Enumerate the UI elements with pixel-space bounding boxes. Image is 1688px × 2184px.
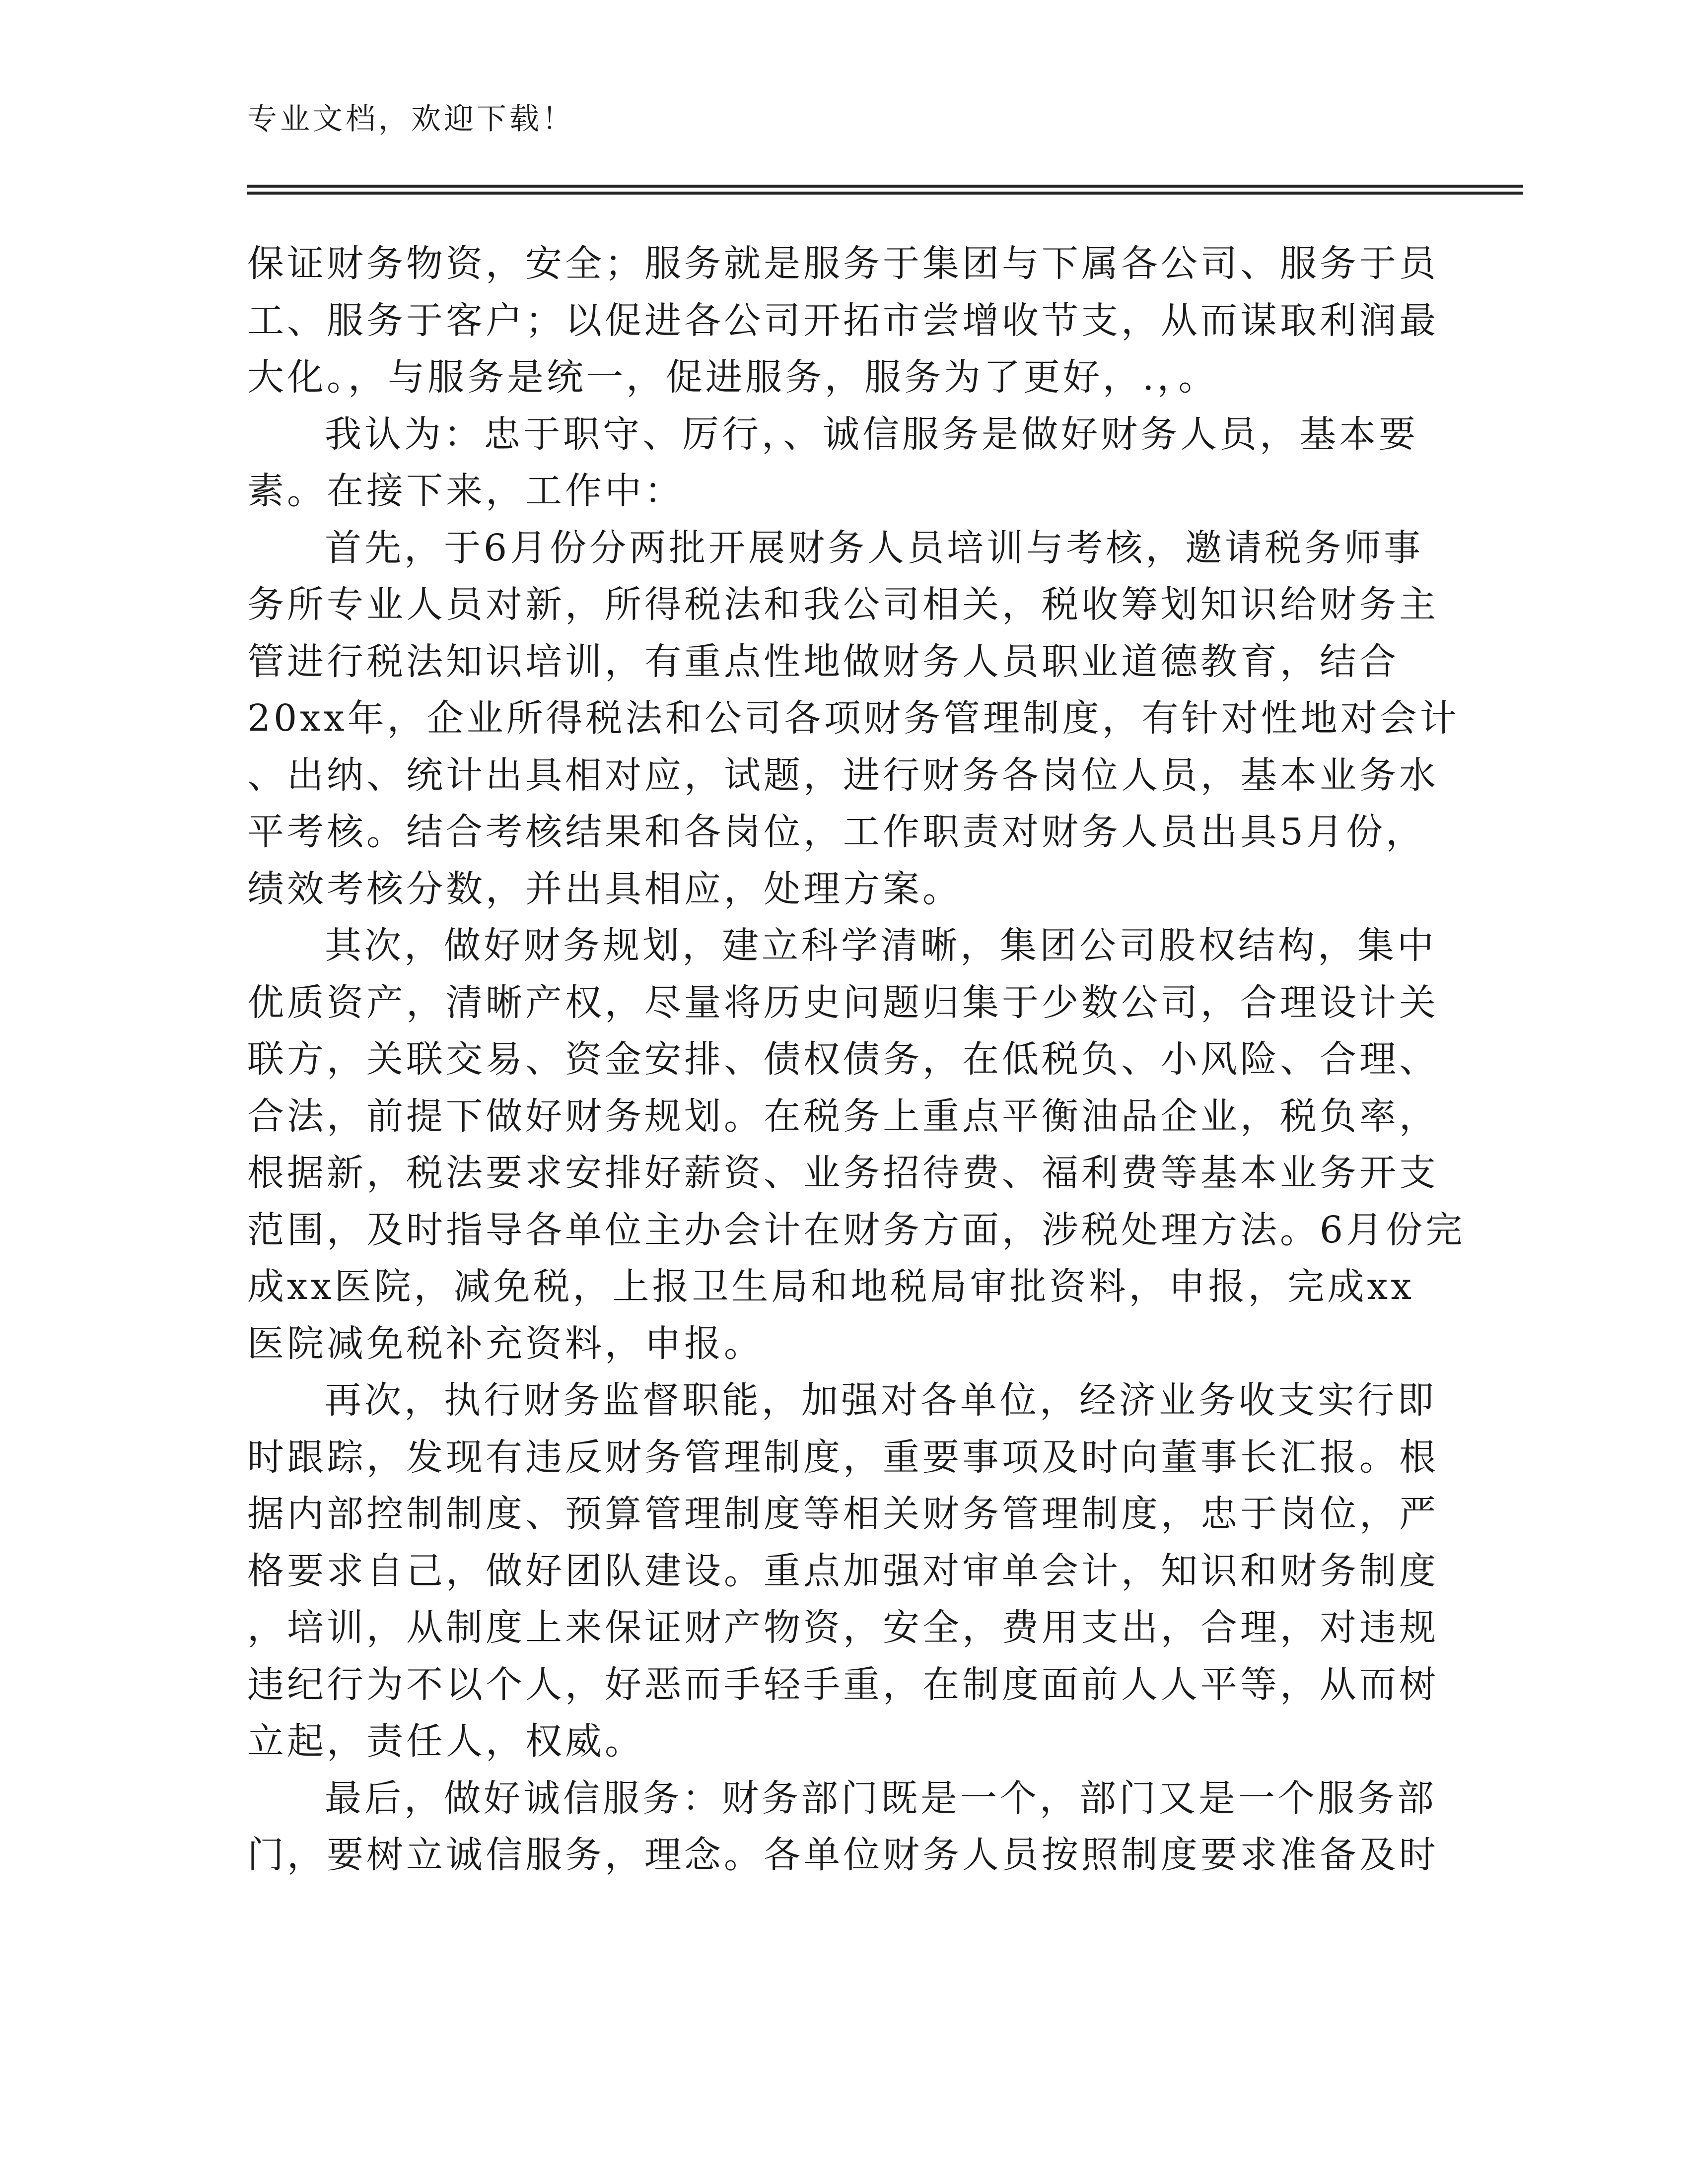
text-line: 其次，做好财务规划，建立科学清晰，集团公司股权结构，集中 — [325, 924, 1437, 967]
text-line: 绩效考核分数，并出具相应，处理方案。 — [247, 867, 962, 910]
header-divider-top — [247, 185, 1523, 188]
paragraph — [247, 1372, 1459, 1770]
text-line: 门，要树立诚信服务，理念。各单位财务人员按照制度要求准备及时 — [247, 1834, 1439, 1876]
text-line: 、出纳、统计出具相对应，试题，进行财务各岗位人员，基本业务水 — [247, 753, 1439, 797]
text-line: 范围，及时指导各单位主办会计在财务方面，涉税处理方法。6月份完 — [247, 1208, 1466, 1251]
paragraph — [247, 520, 1459, 918]
text-line: 立起，责任人，权威。 — [247, 1720, 644, 1763]
text-line: 根据新，税法要求安排好薪资、业务招待费、福利费等基本业务开支 — [247, 1152, 1439, 1194]
text-line: 20xx年，企业所得税法和公司各项财务管理制度，有针对性地对会计 — [247, 697, 1460, 740]
paragraph — [247, 917, 1466, 1372]
text-line: 平考核。结合考核结果和各岗位，工作职责对财务人员出具5月份， — [247, 811, 1426, 853]
paragraph — [247, 406, 1459, 520]
text-line: 联方，关联交易、资金安排、债权债务，在低税负、小风险、合理、 — [247, 1038, 1439, 1081]
text-line: 据内部控制制度、预算管理制度等相关财务管理制度，忠于岗位，严 — [247, 1493, 1439, 1535]
paragraph — [247, 235, 1459, 406]
text-line: 工、服务于客户；以促进各公司开拓市尝增收节支，从而谋取利润最 — [247, 299, 1439, 342]
text-line: 格要求自己，做好团队建设。重点加强对审单会计，知识和财务制度 — [247, 1549, 1439, 1592]
text-line: ，培训，从制度上来保证财产物资，安全，费用支出，合理，对违规 — [247, 1606, 1439, 1649]
text-line: 医院减免税补充资料，申报。 — [247, 1322, 764, 1365]
text-line: 首先，于6月份分两批开展财务人员培训与考核，邀请税务师事 — [325, 526, 1424, 569]
paragraph — [247, 1770, 1459, 1884]
header-divider-bottom — [247, 192, 1523, 195]
page-header: 专业文档，欢迎下载！ — [247, 102, 575, 136]
text-line: 违纪行为不以个人，好恶而手轻手重，在制度面前人人平等，从而树 — [247, 1663, 1439, 1706]
text-line: 合法，前提下做好财务规划。在税务上重点平衡油品企业，税负率， — [247, 1094, 1439, 1138]
text-line: 大化。，与服务是统一，促进服务，服务为了更好，.，。 — [247, 356, 1218, 399]
text-line: 时跟踪，发现有违反财务管理制度，重要事项及时向董事长汇报。根 — [247, 1435, 1439, 1479]
text-line: 优质资产，清晰产权，尽量将历史问题归集于少数公司，合理设计关 — [247, 981, 1439, 1024]
text-line: 最后，做好诚信服务：财务部门既是一个，部门又是一个服务部 — [325, 1776, 1437, 1820]
document-body — [247, 235, 1466, 1884]
text-line: 成xx医院，减免税，上报卫生局和地税局审批资料，申报，完成xx — [247, 1265, 1414, 1308]
text-line: 素。在接下来，工作中： — [247, 470, 684, 512]
text-line: 保证财务物资，安全；服务就是服务于集团与下属各公司、服务于员 — [247, 242, 1439, 285]
text-line: 再次，执行财务监督职能，加强对各单位，经济业务收支实行即 — [325, 1379, 1437, 1422]
text-line: 我认为：忠于职守、厉行，、诚信服务是做好财务人员，基本要 — [325, 412, 1418, 456]
text-line: 管进行税法知识培训，有重点性地做财务人员职业道德教育，结合 — [247, 640, 1399, 683]
text-line: 务所专业人员对新，所得税法和我公司相关，税收筹划知识给财务主 — [247, 583, 1439, 626]
